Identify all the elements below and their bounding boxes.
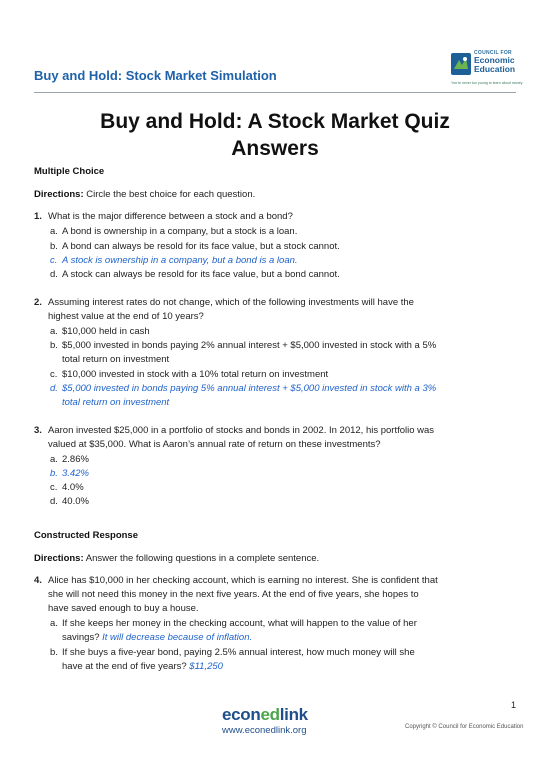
option-text: 3.42% — [62, 468, 89, 479]
option-letter: a. — [50, 226, 58, 237]
logo-org-line: COUNCIL FOR — [474, 50, 512, 56]
question-2 — [34, 296, 494, 324]
option-letter: a. — [50, 454, 58, 465]
option-1c-answer — [50, 254, 492, 268]
question-number: 2. — [34, 297, 42, 308]
option-1d — [50, 268, 492, 282]
directions-label: Directions: — [34, 553, 84, 564]
question-3 — [34, 424, 494, 452]
option-letter: d. — [50, 383, 58, 394]
question-number: 1. — [34, 211, 42, 222]
option-2b — [50, 339, 492, 367]
page-title-line2: Answers — [231, 137, 319, 160]
option-2c — [50, 368, 492, 382]
option-text-line1: $5,000 invested in bonds paying 2% annual interest + $5,000 invested in stock with a 5% — [62, 340, 437, 351]
cee-logo — [451, 50, 523, 90]
option-letter: b. — [50, 647, 58, 658]
option-letter: b. — [50, 241, 58, 252]
header-divider — [34, 92, 516, 93]
logo-name-line2: Education — [474, 64, 516, 74]
option-letter: b. — [50, 340, 58, 351]
answer-text: It will decrease because of inflation. — [102, 632, 253, 643]
cee-logo-icon — [451, 53, 471, 75]
option-3b-answer — [50, 467, 492, 481]
option-text: 2.86% — [62, 454, 89, 465]
option-text-line2: total return on investment — [62, 354, 170, 365]
option-text: $10,000 invested in stock with a 10% total return on investment — [62, 369, 329, 380]
page-title — [0, 108, 550, 162]
subquestion-text-line2: have at the end of five years? — [62, 661, 187, 672]
question-number: 3. — [34, 425, 42, 436]
question-text-line3: have saved enough to buy a house. — [48, 603, 199, 614]
logo-ed: ed — [260, 705, 280, 724]
option-text-line1: $5,000 invested in bonds paying 5% annual interest + $5,000 invested in stock with a 3% — [62, 383, 437, 394]
question-4a — [50, 617, 492, 645]
option-2d-answer — [50, 382, 492, 410]
question-1 — [34, 210, 494, 224]
page-number: 1 — [510, 700, 516, 710]
option-text: A stock is ownership in a company, but a bond is a loan. — [62, 255, 298, 266]
logo-link: link — [279, 705, 308, 724]
logo-econ: econ — [222, 705, 261, 724]
question-text: What is the major difference between a stock and a bond? — [48, 211, 293, 222]
econedlink-logo — [222, 705, 308, 725]
subquestion-text-line1: If she buys a five-year bond, paying 2.5% annual interest, how much money will she — [62, 647, 415, 658]
option-letter: d. — [50, 496, 58, 507]
question-text-line2: valued at $35,000. What is Aaron’s annual rate of return on these investments? — [48, 439, 381, 450]
logo-name-line1: Economic — [474, 55, 515, 65]
question-text — [48, 574, 494, 616]
option-text: A bond is ownership in a company, but a stock is a loan. — [62, 226, 298, 237]
option-1b — [50, 240, 492, 254]
question-4 — [34, 574, 494, 616]
page-title-line1: Buy and Hold: A Stock Market Quiz — [100, 110, 450, 133]
option-letter: c. — [50, 255, 58, 266]
logo-tagline: You're never too young to learn about money. — [451, 81, 524, 85]
directions-multiple-choice — [34, 189, 255, 200]
copyright: Copyright © Council for Economic Education — [405, 724, 524, 730]
option-2a — [50, 325, 492, 339]
option-letter: c. — [50, 369, 58, 380]
option-letter: b. — [50, 468, 58, 479]
option-3a — [50, 453, 492, 467]
question-number: 4. — [34, 575, 42, 586]
question-text-line1: Alice has $10,000 in her checking account, which is earning no interest. She is confident that — [48, 575, 438, 586]
option-text: $10,000 held in cash — [62, 326, 150, 337]
option-letter: d. — [50, 269, 58, 280]
footer-url[interactable]: www.econedlink.org — [222, 725, 307, 736]
subquestion-text-line1: If she keeps her money in the checking account, what will happen to the value of her — [62, 618, 417, 629]
question-text-line2: highest value at the end of 10 years? — [48, 311, 204, 322]
section-heading-constructed-response: Constructed Response — [34, 530, 138, 541]
question-text-line1: Assuming interest rates do not change, which of the following investments will have the — [48, 297, 414, 308]
option-letter: a. — [50, 326, 58, 337]
option-letter: c. — [50, 482, 58, 493]
question-4b — [50, 646, 492, 674]
answer-text: $11,250 — [189, 661, 223, 672]
logo-name — [474, 56, 515, 74]
option-3d — [50, 495, 492, 509]
directions-constructed-response — [34, 553, 319, 564]
option-letter: a. — [50, 618, 58, 629]
option-text: A bond can always be resold for its face value, but a stock cannot. — [62, 241, 340, 252]
question-text — [48, 424, 494, 452]
question-text-line1: Aaron invested $25,000 in a portfolio of stocks and bonds in 2002. In 2012, his portfolio was — [48, 425, 435, 436]
header-title: Buy and Hold: Stock Market Simulation — [34, 68, 277, 83]
option-text: 40.0% — [62, 496, 89, 507]
section-heading-multiple-choice: Multiple Choice — [34, 166, 105, 177]
directions-text: Answer the following questions in a complete sentence. — [83, 553, 320, 564]
directions-label: Directions: — [34, 189, 84, 200]
option-text: A stock can always be resold for its face value, but a bond cannot. — [62, 269, 340, 280]
option-1a — [50, 225, 492, 239]
directions-text: Circle the best choice for each question. — [83, 189, 256, 200]
option-text-line2: total return on investment — [62, 397, 170, 408]
option-text: 4.0% — [62, 482, 84, 493]
question-text — [48, 296, 494, 324]
subquestion-text-line2: savings? — [62, 632, 100, 643]
question-text-line2: she will not need this money in the next five years. At the end of five years, she hopes to — [48, 589, 419, 600]
option-3c — [50, 481, 492, 495]
